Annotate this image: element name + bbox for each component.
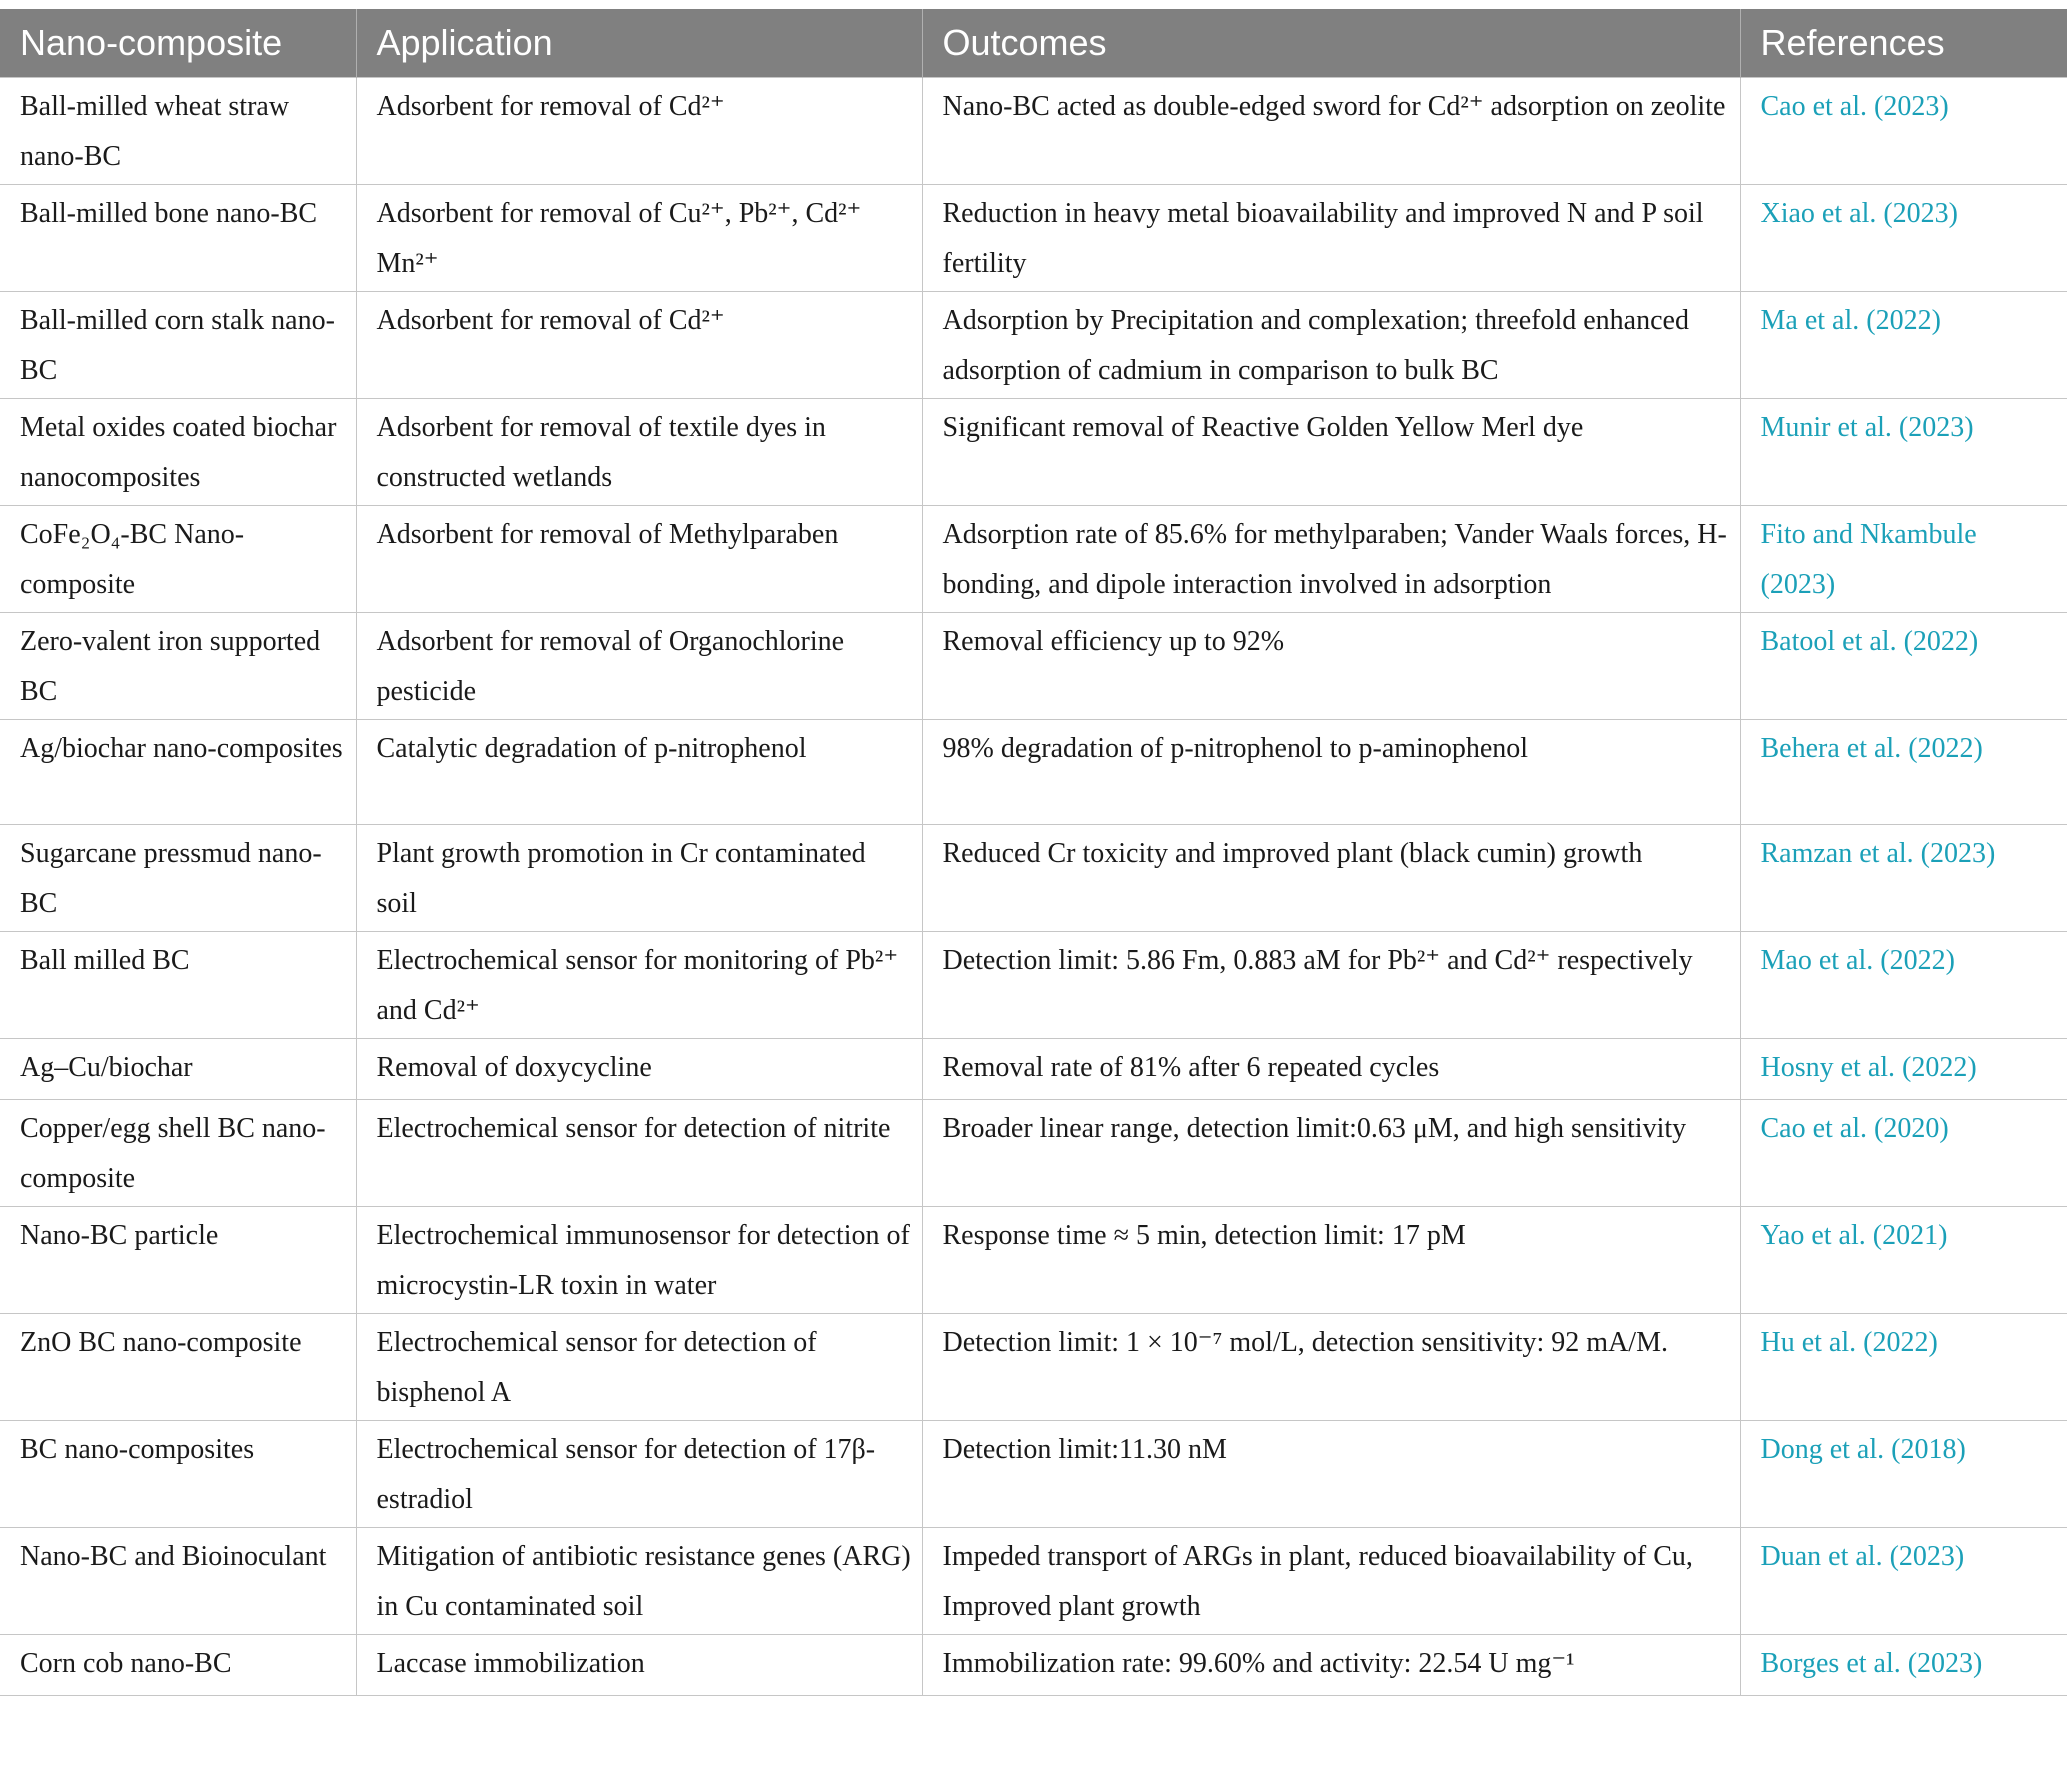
reference-link[interactable]: Cao et al. (2020) [1740, 1100, 2067, 1207]
cell-composite: BC nano-composites [0, 1421, 356, 1528]
cell-composite: Corn cob nano-BC [0, 1635, 356, 1696]
cell-composite: ZnO BC nano-composite [0, 1314, 356, 1421]
reference-link[interactable]: Hosny et al. (2022) [1740, 1039, 2067, 1100]
table-row [0, 1528, 2067, 1635]
cell-application: Electrochemical sensor for monitoring of Pb²⁺ and Cd²⁺ [356, 932, 922, 1039]
cell-application: Catalytic degradation of p-nitrophenol [356, 720, 922, 825]
header-references: References [1740, 9, 2067, 78]
cell-application: Adsorbent for removal of Organochlorine pesticide [356, 613, 922, 720]
cell-composite: Copper/egg shell BC nano-composite [0, 1100, 356, 1207]
cell-outcomes: Nano-BC acted as double-edged sword for Cd²⁺ adsorption on zeolite [922, 78, 1740, 185]
header-row [0, 9, 2067, 78]
header-nano-composite: Nano-composite [0, 9, 356, 78]
reference-link[interactable]: Fito and Nkambule (2023) [1740, 506, 2067, 613]
cell-composite: Metal oxides coated biochar nanocomposites [0, 399, 356, 506]
cell-composite: Ball milled BC [0, 932, 356, 1039]
reference-link[interactable]: Behera et al. (2022) [1740, 720, 2067, 825]
table-row [0, 1635, 2067, 1696]
cell-outcomes: 98% degradation of p-nitrophenol to p-aminophenol [922, 720, 1740, 825]
table-row [0, 506, 2067, 613]
cell-composite: Ball-milled wheat straw nano-BC [0, 78, 356, 185]
reference-link[interactable]: Ramzan et al. (2023) [1740, 825, 2067, 932]
table-row [0, 1421, 2067, 1528]
cell-application: Removal of doxycycline [356, 1039, 922, 1100]
cell-composite: Nano-BC and Bioinoculant [0, 1528, 356, 1635]
cell-outcomes: Significant removal of Reactive Golden Yellow Merl dye [922, 399, 1740, 506]
cell-outcomes: Impeded transport of ARGs in plant, reduced bioavailability of Cu, Improved plant growth [922, 1528, 1740, 1635]
cell-outcomes: Adsorption rate of 85.6% for methylparaben; Vander Waals forces, H-bonding, and dipole interaction involved in adsorption [922, 506, 1740, 613]
cell-outcomes: Immobilization rate: 99.60% and activity: 22.54 U mg⁻¹ [922, 1635, 1740, 1696]
cell-outcomes: Detection limit: 1 × 10⁻⁷ mol/L, detection sensitivity: 92 mA/M. [922, 1314, 1740, 1421]
cell-outcomes: Broader linear range, detection limit:0.63 μM, and high sensitivity [922, 1100, 1740, 1207]
table-row [0, 613, 2067, 720]
table-row [0, 720, 2067, 825]
reference-link[interactable]: Mao et al. (2022) [1740, 932, 2067, 1039]
cell-outcomes: Response time ≈ 5 min, detection limit: 17 pM [922, 1207, 1740, 1314]
reference-link[interactable]: Hu et al. (2022) [1740, 1314, 2067, 1421]
cell-composite: Nano-BC particle [0, 1207, 356, 1314]
cell-composite: Ag–Cu/biochar [0, 1039, 356, 1100]
table-header [0, 9, 2067, 78]
table-row [0, 399, 2067, 506]
cell-composite: Ag/biochar nano-composites [0, 720, 356, 825]
cell-application: Plant growth promotion in Cr contaminated soil [356, 825, 922, 932]
table-body [0, 78, 2067, 1696]
table-row [0, 1039, 2067, 1100]
cell-application: Adsorbent for removal of textile dyes in constructed wetlands [356, 399, 922, 506]
header-application: Application [356, 9, 922, 78]
cell-outcomes: Detection limit:11.30 nM [922, 1421, 1740, 1528]
reference-link[interactable]: Dong et al. (2018) [1740, 1421, 2067, 1528]
cell-application: Adsorbent for removal of Cd²⁺ [356, 78, 922, 185]
cell-outcomes: Detection limit: 5.86 Fm, 0.883 aM for Pb²⁺ and Cd²⁺ respectively [922, 932, 1740, 1039]
reference-link[interactable]: Borges et al. (2023) [1740, 1635, 2067, 1696]
table-row [0, 78, 2067, 185]
cell-application: Mitigation of antibiotic resistance genes (ARG) in Cu contaminated soil [356, 1528, 922, 1635]
nanocomposite-table [0, 9, 2067, 1696]
cell-application: Laccase immobilization [356, 1635, 922, 1696]
table-row [0, 292, 2067, 399]
cell-application: Electrochemical sensor for detection of bisphenol A [356, 1314, 922, 1421]
cell-outcomes: Removal rate of 81% after 6 repeated cycles [922, 1039, 1740, 1100]
reference-link[interactable]: Cao et al. (2023) [1740, 78, 2067, 185]
cell-outcomes: Removal efficiency up to 92% [922, 613, 1740, 720]
data-table [0, 9, 2067, 1696]
reference-link[interactable]: Xiao et al. (2023) [1740, 185, 2067, 292]
reference-link[interactable]: Batool et al. (2022) [1740, 613, 2067, 720]
header-outcomes: Outcomes [922, 9, 1740, 78]
table-row [0, 1207, 2067, 1314]
cell-application: Adsorbent for removal of Cu²⁺, Pb²⁺, Cd²⁺ Mn²⁺ [356, 185, 922, 292]
table-row [0, 1100, 2067, 1207]
cell-composite: Ball-milled corn stalk nano-BC [0, 292, 356, 399]
cell-composite: Sugarcane pressmud nano-BC [0, 825, 356, 932]
reference-link[interactable]: Ma et al. (2022) [1740, 292, 2067, 399]
cell-outcomes: Reduction in heavy metal bioavailability and improved N and P soil fertility [922, 185, 1740, 292]
cell-composite: Zero-valent iron supported BC [0, 613, 356, 720]
reference-link[interactable]: Yao et al. (2021) [1740, 1207, 2067, 1314]
cell-outcomes: Reduced Cr toxicity and improved plant (black cumin) growth [922, 825, 1740, 932]
cell-composite: CoFe₂O₄-BC Nano-composite [0, 506, 356, 613]
table-row [0, 185, 2067, 292]
cell-application: Adsorbent for removal of Methylparaben [356, 506, 922, 613]
cell-application: Electrochemical sensor for detection of nitrite [356, 1100, 922, 1207]
reference-link[interactable]: Munir et al. (2023) [1740, 399, 2067, 506]
table-row [0, 1314, 2067, 1421]
table-row [0, 825, 2067, 932]
cell-outcomes: Adsorption by Precipitation and complexation; threefold enhanced adsorption of cadmium in comparison to bulk BC [922, 292, 1740, 399]
cell-application: Adsorbent for removal of Cd²⁺ [356, 292, 922, 399]
table-row [0, 932, 2067, 1039]
cell-application: Electrochemical sensor for detection of 17β-estradiol [356, 1421, 922, 1528]
cell-application: Electrochemical immunosensor for detection of microcystin-LR toxin in water [356, 1207, 922, 1314]
reference-link[interactable]: Duan et al. (2023) [1740, 1528, 2067, 1635]
cell-composite: Ball-milled bone nano-BC [0, 185, 356, 292]
